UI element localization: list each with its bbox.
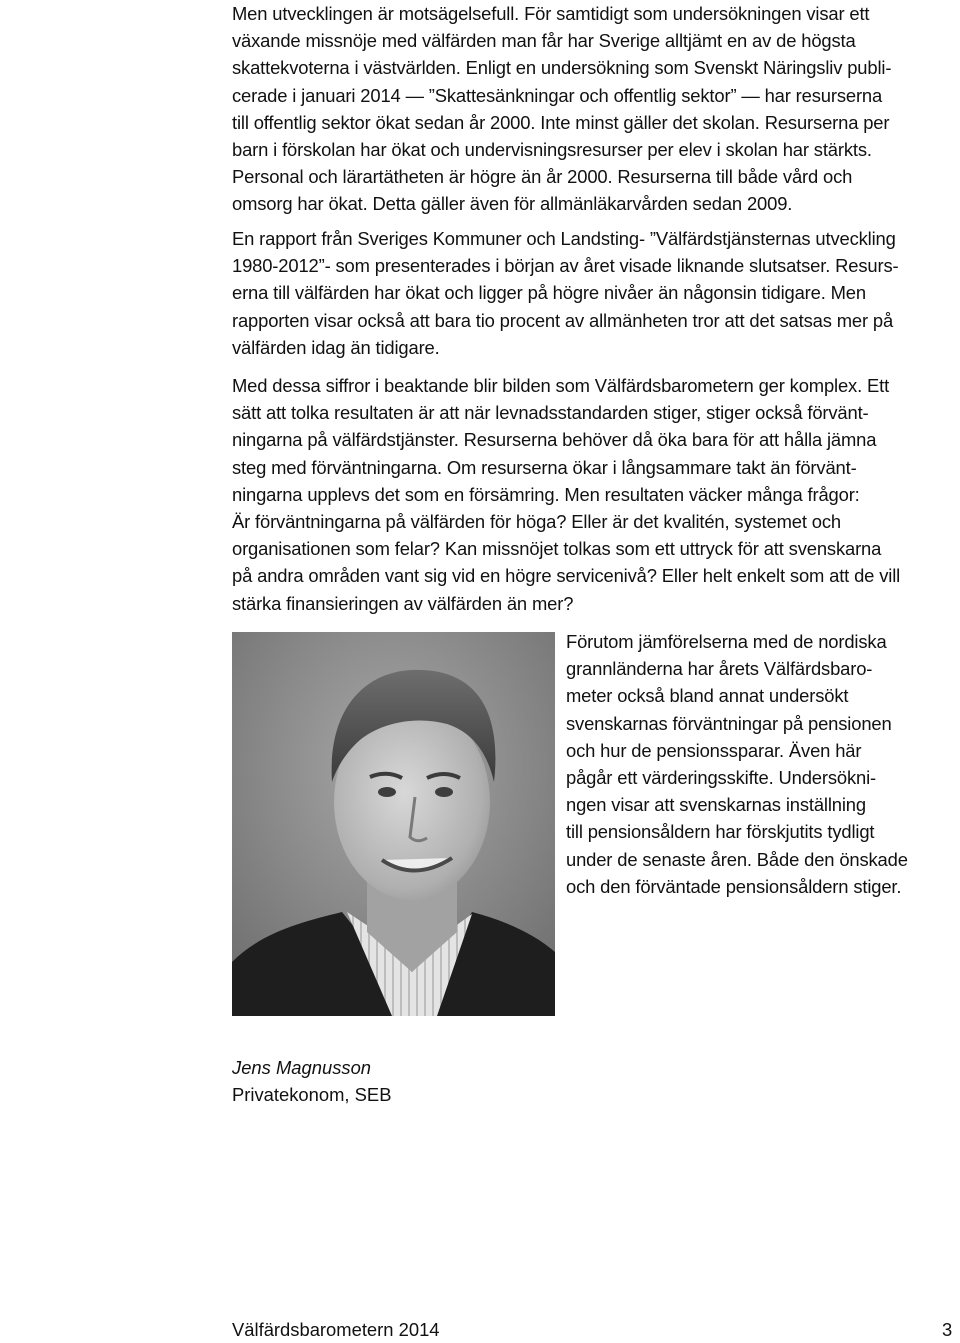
paragraph-4 (566, 628, 916, 900)
text-line: till pensionsåldern har förskjutits tydligt (566, 821, 875, 843)
author-title: Privatekonom, SEB (232, 1084, 392, 1105)
text-line: Förutom jämförelserna med de nordiska (566, 631, 887, 652)
text-line: till offentlig sektor ökat sedan år 2000. Inte minst gäller det skolan. Resurserna per (232, 111, 890, 133)
text-line: barn i förskolan har ökat och undervisningsresurser per elev i skolan har stärkts. (232, 139, 872, 161)
text-line: Med dessa siffror i beaktande blir bilden som Välfärdsbarometern ger komplex. Ett (232, 375, 890, 396)
text-line: skattekvoterna i västvärlden. Enligt en undersökning som Svenskt Näringsliv publi- (232, 57, 892, 79)
text-line: välfärden idag än tidigare. (232, 336, 440, 358)
text-line: växande missnöje med välfärden man får har Sverige alltjämt en av de högsta (232, 30, 856, 52)
paragraph-2 (232, 225, 912, 361)
text-line: erna till välfärden har ökat och ligger på högre nivåer än någonsin tidigare. Men (232, 282, 866, 304)
text-line: sätt att tolka resultaten är att när levnadsstandarden stiger, stiger också förvänt- (232, 402, 869, 424)
text-line: steg med förväntningarna. Om resurserna ökar i långsammare takt än förvänt- (232, 456, 857, 478)
left-eye (378, 787, 396, 797)
text-line: ngen visar att svenskarnas inställning (566, 794, 866, 816)
text-line: ningarna på välfärdstjänster. Resurserna behöver då öka bara för att hålla jämna (232, 429, 877, 451)
author-name: Jens Magnusson (232, 1057, 372, 1078)
text-line: under de senaste åren. Både den önskade (566, 848, 908, 870)
text-line: 1980-2012”- som presenterades i början av året visade liknande slutsatser. Resurs- (232, 255, 899, 277)
footer-page-number: 3 (942, 1319, 953, 1340)
text-line: grannländerna har årets Välfärdsbaro- (566, 658, 873, 680)
text-line: och hur de pensionssparar. Även här (566, 739, 862, 761)
text-line: på andra områden vant sig vid en högre servicenivå? Eller helt enkelt som att de vill (232, 565, 901, 587)
right-eye (435, 787, 453, 797)
text-line: omsorg har ökat. Detta gäller även för allmänläkarvården sedan 2009. (232, 193, 793, 215)
text-line: meter också bland annat undersökt (566, 685, 849, 707)
text-line: Är förväntningarna på välfärden för höga? Eller är det kvalitén, systemet och (232, 511, 841, 533)
text-line: organisationen som felar? Kan missnöjet tolkas som ett uttryck för att svenskarna (232, 538, 882, 560)
text-line: och den förväntade pensionsåldern stiger. (566, 875, 902, 897)
text-line: En rapport från Sveriges Kommuner och Landsting- ”Välfärdstjänsternas utveckling (232, 228, 896, 249)
text-line: Personal och lärartätheten är högre än år 2000. Resurserna till både vård och (232, 166, 853, 188)
author-portrait-photo (232, 632, 555, 1016)
text-line: stärka finansieringen av välfärden än mer? (232, 592, 574, 614)
paragraph-3 (232, 372, 912, 617)
portrait-illustration (232, 632, 555, 1016)
text-line: pågår ett värderingsskifte. Undersökni- (566, 767, 877, 789)
author-signature (232, 1054, 391, 1108)
text-line: ningarna upplevs det som en försämring. Men resultaten väcker många frågor: (232, 483, 860, 505)
text-line: svenskarnas förväntningar på pensionen (566, 712, 892, 734)
paragraph-1 (232, 0, 912, 218)
text-line: cerade i januari 2014 — ”Skattesänkningar och offentlig sektor” — har resurserna (232, 84, 883, 106)
text-line: rapporten visar också att bara tio procent av allmänheten tror att det satsas mer på (232, 309, 894, 331)
footer-publication: Välfärdsbarometern 2014 (232, 1319, 440, 1340)
text-line: Men utvecklingen är motsägelsefull. För samtidigt som undersökningen visar ett (232, 3, 870, 24)
